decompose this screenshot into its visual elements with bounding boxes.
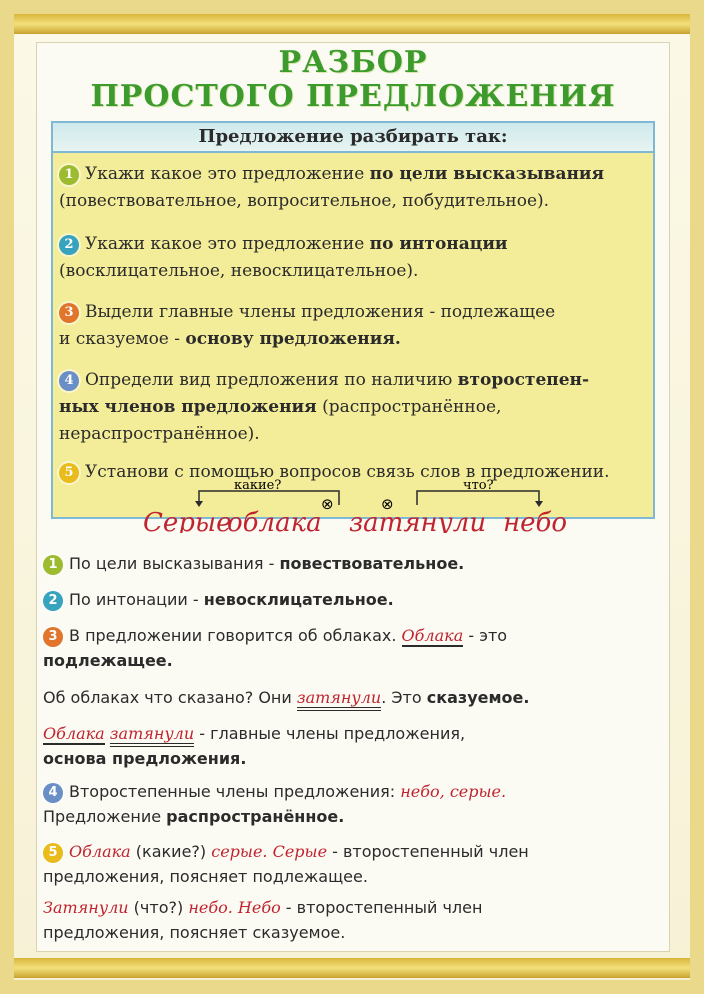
word-2: облака <box>227 508 322 533</box>
step-3 <box>59 299 649 353</box>
step-3-bold: основу предложения. <box>185 329 401 349</box>
step-1-line2: (повествовательное, вопросительное, побудительное). <box>59 191 550 211</box>
title-line-1: РАЗБОР <box>278 45 428 80</box>
step-1-bold: по цели высказывания <box>369 164 605 184</box>
step-1 <box>59 161 649 215</box>
step-3-line2: и сказуемое - <box>59 329 186 349</box>
arrow-2 <box>417 491 539 505</box>
step-number-5: 5 <box>59 463 79 483</box>
gold-border-bottom <box>14 958 690 978</box>
gold-border-top <box>14 14 690 34</box>
title-line-2: ПРОСТОГО ПРЕДЛОЖЕНИЯ <box>90 79 616 114</box>
step-2 <box>59 231 649 285</box>
step-5-text: Установи с помощью вопросов связь слов в предложении. <box>85 462 610 482</box>
analysis-3b: Об облаках что сказано? Они затянули. Это сказуемое. <box>43 685 643 710</box>
step-3-text: Выдели главные члены предложения - подлежащее <box>85 302 556 322</box>
step-4-line2: (распространённое, <box>316 397 502 417</box>
step-4-bold-2: ных членов предложения <box>59 397 317 417</box>
example-diagram <box>37 433 669 533</box>
analysis-5b: Затянули (что?) небо. Небо - второстепенный член предложения, поясняет сказуемое. <box>43 898 483 942</box>
step-number-4: 4 <box>59 371 79 391</box>
question-1: какие? <box>234 478 282 493</box>
example-sentence <box>37 433 669 533</box>
step-4-line3: нераспространённое). <box>59 424 260 444</box>
step-4-text: Определи вид предложения по наличию <box>85 370 458 390</box>
otimes-1: ⊗ <box>321 495 334 513</box>
step-number-3: 3 <box>59 303 79 323</box>
step-2-line2: (восклицательное, невосклицательное). <box>59 261 419 281</box>
step-1-text: Укажи какое это предложение <box>85 164 370 184</box>
step-number-2: 2 <box>59 235 79 255</box>
question-2: что? <box>463 478 494 493</box>
step-2-text: Укажи какое это предложение <box>85 234 370 254</box>
analysis-5: 5 Облака (какие?) серые. Серые - второстепенный член предложения, поясняет подлежащее. <box>43 842 529 886</box>
analysis-3c: Облака затянули - главные члены предложения, основа предложения. <box>43 724 466 768</box>
analysis-3: 3 В предложении говорится об облаках. Облака - это подлежащее. <box>43 626 508 670</box>
otimes-2: ⊗ <box>381 495 394 513</box>
analysis-1: 1 По цели высказывания - повествовательное. <box>43 551 643 576</box>
word-1: Серые <box>143 508 232 533</box>
arrow-2-head <box>535 501 543 507</box>
arrow-1 <box>199 491 339 505</box>
analysis-4: 4 Второстепенные члены предложения: небо, серые. Предложение распространённое. <box>43 782 507 826</box>
word-3: затянули <box>349 508 487 533</box>
step-number-1: 1 <box>59 165 79 185</box>
step-2-bold: по интонации <box>369 234 508 254</box>
step-4-bold: второстепен- <box>457 370 590 390</box>
instructions-header: Предложение разбирать так: <box>53 123 653 153</box>
poster-content <box>36 42 670 952</box>
analysis-2: 2 По интонации - невосклицательное. <box>43 587 643 612</box>
arrow-1-head <box>195 501 203 507</box>
word-4: небо <box>503 508 568 533</box>
